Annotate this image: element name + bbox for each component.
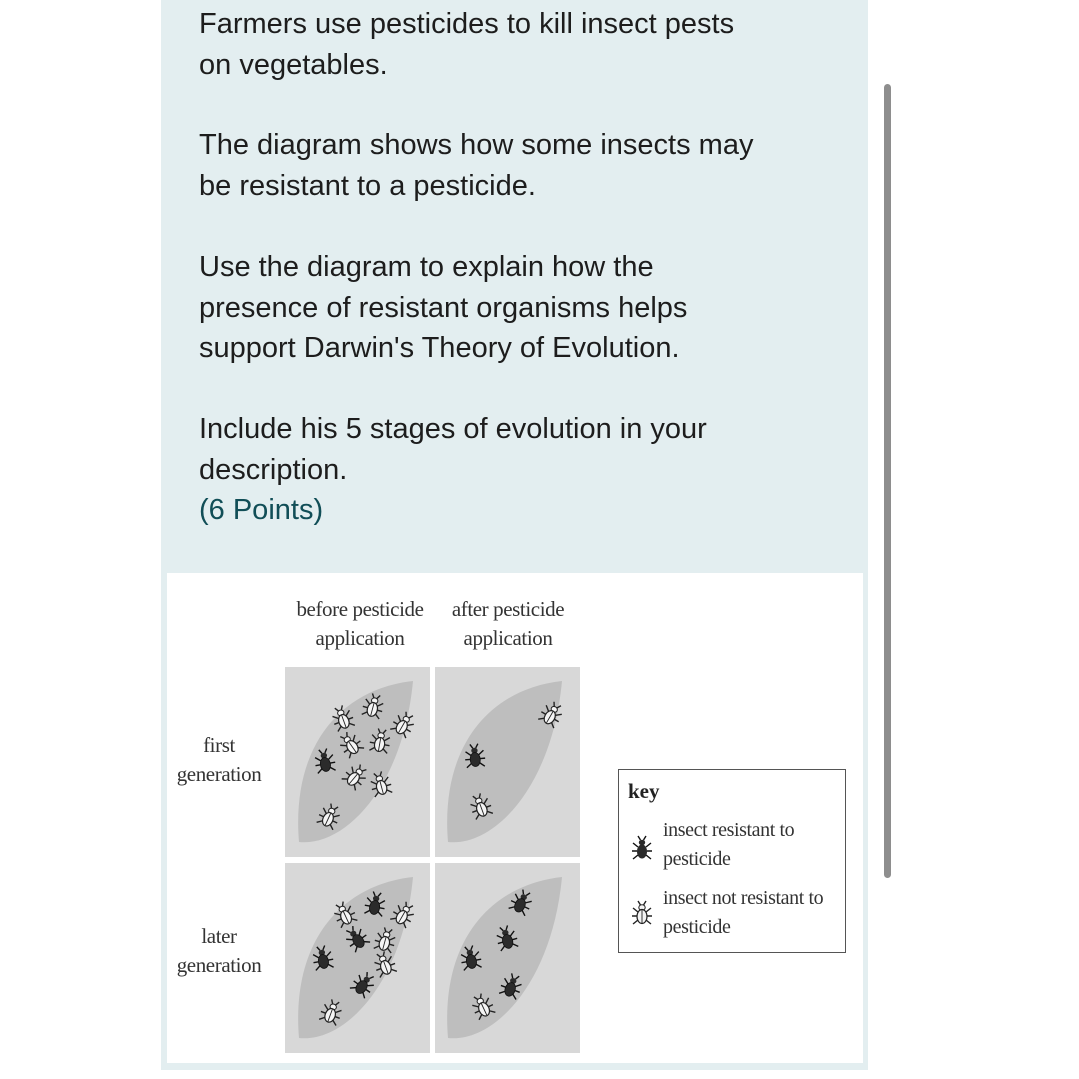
task-line-2: presence of resistant organisms helps <box>199 291 688 324</box>
intro-line-1: Farmers use pesticides to kill insect pests <box>199 8 735 40</box>
key-non-resistant-line-2: pesticide <box>663 916 731 938</box>
question-intro <box>199 4 734 85</box>
key-title: key <box>628 779 660 803</box>
column-header-before <box>285 595 435 653</box>
row-first-line-2: generation <box>176 762 262 786</box>
panel-first-after <box>435 667 580 857</box>
key-resistant-line-1: insect resistant to <box>663 819 795 841</box>
row-later-line-1: later <box>201 924 237 948</box>
points-label: (6 Points) <box>199 494 324 526</box>
col-before-line-1: before pesticide <box>296 597 424 621</box>
key-non-resistant-line-1: insect not resistant to <box>663 887 824 909</box>
include-line-2: description. <box>199 453 348 486</box>
question-card <box>161 0 868 1070</box>
row-label-later-generation <box>167 922 271 980</box>
resistant-insect-icon <box>630 832 654 866</box>
key-resistant-label <box>663 816 794 874</box>
panel-later-before <box>285 863 430 1053</box>
row-label-first-generation <box>167 731 271 789</box>
panel-first-before <box>285 667 430 857</box>
row-first-line-1: first <box>203 733 235 757</box>
row-later-line-2: generation <box>176 953 262 977</box>
diagram-line-1: The diagram shows how some insects may <box>199 129 754 161</box>
col-after-line-1: after pesticide <box>451 597 565 621</box>
col-after-line-2: application <box>463 626 553 650</box>
diagram-key <box>618 769 846 953</box>
question-diagram-text <box>199 125 753 206</box>
leaf-panels-grid <box>285 667 583 1057</box>
key-resistant-line-2: pesticide <box>663 848 731 870</box>
scrollbar[interactable] <box>884 84 891 878</box>
panel-later-after <box>435 863 580 1053</box>
pesticide-resistance-diagram <box>167 573 863 1063</box>
task-line-3: support Darwin's Theory of Evolution. <box>199 332 680 364</box>
col-before-line-2: application <box>315 626 405 650</box>
diagram-line-2: be resistant to a pesticide. <box>199 169 536 202</box>
key-non-resistant-label <box>663 884 823 942</box>
non-resistant-insect-icon <box>630 897 654 931</box>
intro-line-2: on vegetables. <box>199 48 388 81</box>
question-include <box>199 409 707 531</box>
column-header-after <box>433 595 583 653</box>
task-line-1: Use the diagram to explain how the <box>199 251 654 283</box>
question-task <box>199 247 687 369</box>
include-line-1: Include his 5 stages of evolution in your <box>199 413 707 445</box>
